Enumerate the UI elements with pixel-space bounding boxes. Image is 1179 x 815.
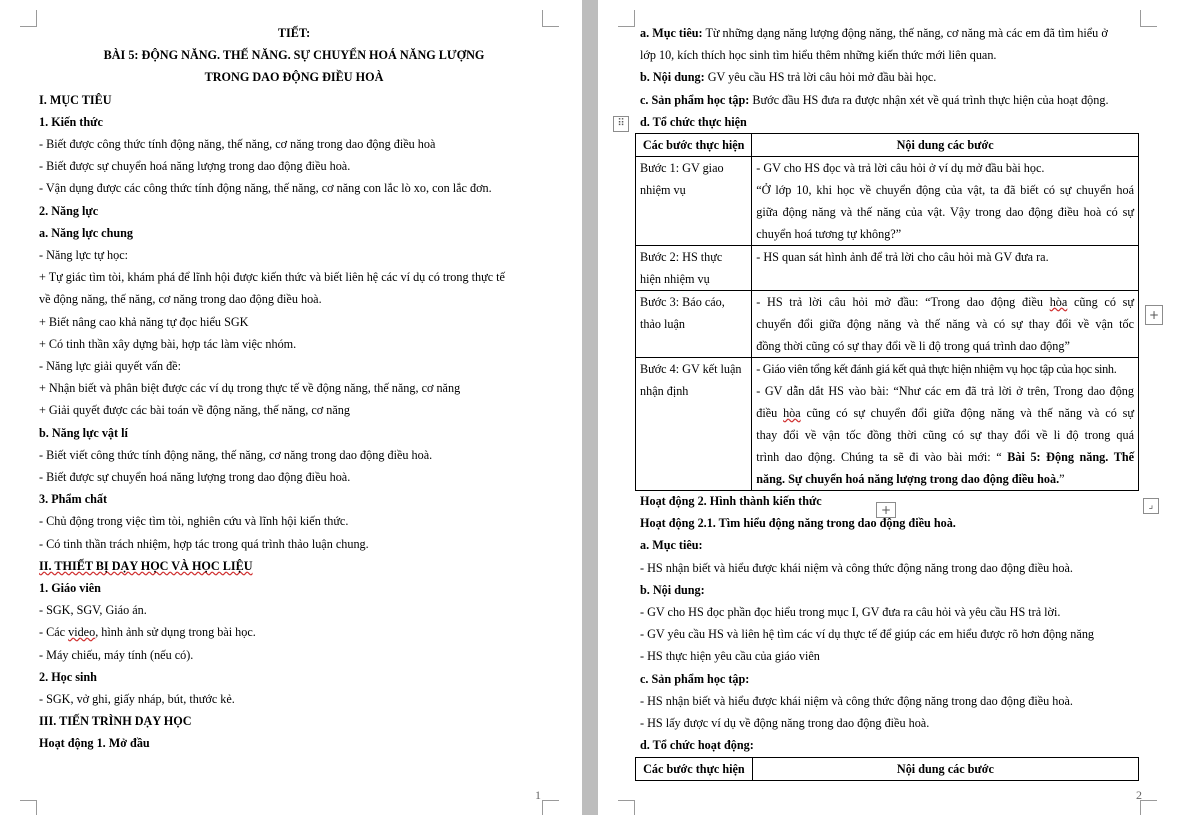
crop-mark-bottom-right (542, 800, 559, 815)
section-heading: III. TIẾN TRÌNH DẠY HỌC (39, 714, 192, 728)
subsection-heading: d. Tổ chức hoạt động: (640, 738, 754, 752)
text-line: - HS thực hiện yêu cầu của giáo viên (640, 649, 820, 663)
crop-mark-bottom-left (618, 800, 635, 815)
subsection-heading: c. Sản phẩm học tập: (640, 672, 750, 686)
subsection-heading: d. Tổ chức thực hiện (640, 115, 747, 129)
step-cell[interactable]: Bước 3: Báo cáo, thảo luận (636, 291, 752, 358)
content-line: b. Nội dung: GV yêu cầu HS trả lời câu hỏi mở đầu bài học. (640, 70, 937, 84)
text-line: + Nhận biết và phân biệt được các ví dụ trong thực tế về động năng, thế năng, cơ năng (39, 381, 461, 395)
section-heading (39, 555, 253, 577)
table-move-handle[interactable]: ⠿ (613, 116, 629, 132)
activity-heading: Hoạt động 2. Hình thành kiến thức (640, 494, 822, 508)
content-cell[interactable]: - HS trả lời câu hỏi mở đầu: “Trong dao động điều hòa cũng có sự chuyển đổi giữa động năng và thế năng và có sự thay đổi về vận tốc đồng thời cũng có sự thay đổi về li độ trong quá trình dao động” (752, 291, 1139, 358)
subsection-heading: b. Năng lực vật lí (39, 426, 128, 440)
subsection-heading: Hoạt động 1. Mở đầu (39, 736, 150, 750)
lesson-title: BÀI 5: ĐỘNG NĂNG. THẾ NĂNG. SỰ CHUYỂN HOÁ NĂNG LƯỢNG (103, 48, 485, 62)
subsection-heading: b. Nội dung: (640, 583, 705, 597)
crop-mark-top-right (1140, 10, 1157, 27)
text-line: - SGK, SGV, Giáo án. (39, 603, 147, 617)
text-line: - Biết được công thức tính động năng, thế năng, cơ năng trong dao động điều hoà (39, 137, 436, 151)
section-heading: I. MỤC TIÊU (39, 93, 112, 107)
step-cell[interactable]: Bước 4: GV kết luận nhận định (636, 358, 752, 491)
header-content: Nội dung các bước (752, 758, 1138, 781)
text-line: + Có tinh thần xây dựng bài, hợp tác làm việc nhóm. (39, 337, 297, 351)
crop-mark-top-left (618, 10, 635, 27)
crop-mark-bottom-right (1140, 800, 1157, 815)
lesson-subtitle: TRONG DAO ĐỘNG ĐIỀU HOÀ (204, 70, 384, 84)
text-line: về động năng, thế năng, cơ năng trong dao động điều hoà. (39, 292, 322, 306)
text-line: + Tự giác tìm tòi, khám phá để lĩnh hội được kiến thức và biết liên hệ các ví dụ có trong thực tế (39, 270, 505, 284)
table-header-row (636, 758, 1139, 781)
document-page-2[interactable] (598, 0, 1179, 815)
text-line: + Biết nâng cao khả năng tự đọc hiểu SGK (39, 315, 249, 329)
subsection-heading: 3. Phẩm chất (39, 492, 108, 506)
product-line: c. Sản phẩm học tập: Bước đầu HS đưa ra được nhận xét về quá trình thực hiện của hoạt động. (640, 93, 1109, 107)
text-line: - Biết viết công thức tính động năng, thế năng, cơ năng trong dao động điều hoà. (39, 448, 433, 462)
subsection-heading: 2. Học sinh (39, 670, 97, 684)
text-line: - Năng lực tự học: (39, 248, 129, 262)
subsection-heading: a. Mục tiêu: (640, 538, 703, 552)
add-row-button[interactable]: + (876, 502, 896, 518)
crop-mark-top-left (20, 10, 37, 27)
text-line: - SGK, vở ghi, giấy nháp, bút, thước kẻ. (39, 692, 235, 706)
page-number: 2 (1136, 788, 1142, 802)
step-cell[interactable]: Bước 2: HS thực hiện nhiệm vụ (636, 246, 752, 291)
activity-1-table[interactable] (635, 133, 1139, 491)
activity-2-table[interactable] (635, 757, 1139, 781)
lesson-period: TIẾT: (277, 26, 311, 40)
subsection-heading: a. Năng lực chung (39, 226, 133, 240)
content-cell[interactable]: - HS quan sát hình ảnh để trả lời cho câu hỏi mà GV đưa ra. (752, 246, 1139, 291)
add-column-button[interactable]: + (1145, 305, 1163, 325)
text-line: - GV cho HS đọc phần đọc hiểu trong mục I, GV đưa ra câu hỏi và yêu cầu HS trả lời. (640, 605, 1061, 619)
table-row[interactable] (636, 157, 1139, 246)
crop-mark-bottom-left (20, 800, 37, 815)
content-cell[interactable]: - GV cho HS đọc và trả lời câu hỏi ở ví dụ mở đầu bài học. “Ở lớp 10, khi học về chuyển động của vật, ta đã biết có sự chuyển hoá giữa động năng và thế năng của vật. Vậy trong dao động điều hoà có sự chuyển hoá tương tự không?” (752, 157, 1139, 246)
text-line: - Máy chiếu, máy tính (nếu có). (39, 648, 194, 662)
text-line: - HS nhận biết và hiểu được khái niệm và công thức động năng trong dao động điều hoà. (640, 694, 1073, 708)
table-row[interactable] (636, 291, 1139, 358)
step-cell[interactable]: Bước 1: GV giao nhiệm vụ (636, 157, 752, 246)
header-content: Nội dung các bước (752, 134, 1139, 157)
table-row[interactable] (636, 358, 1139, 491)
text-line: - Biết được sự chuyển hoá năng lượng trong dao động điều hoà. (39, 470, 351, 484)
spellcheck-word[interactable]: hòa (1049, 295, 1068, 309)
text-line: - Chủ động trong việc tìm tòi, nghiên cứu và lĩnh hội kiến thức. (39, 514, 349, 528)
activity-heading: Hoạt động 2.1. Tìm hiểu động năng trong dao động điều hoà. (640, 516, 956, 530)
text-line: - HS lấy được ví dụ về động năng trong dao động điều hoà. (640, 716, 930, 730)
subsection-heading: 1. Kiến thức (39, 115, 103, 129)
subsection-heading: 2. Năng lực (39, 204, 99, 218)
text-line: - HS nhận biết và hiểu được khái niệm và công thức động năng trong dao động điều hoà. (640, 561, 1073, 575)
subsection-heading: 1. Giáo viên (39, 581, 101, 595)
text-line: - Năng lực giải quyết vấn đề: (39, 359, 181, 373)
text-line: lớp 10, kích thích học sinh tìm hiểu thêm những kiến thức mới liên quan. (640, 48, 997, 62)
page-number: 1 (535, 788, 541, 802)
document-page-1[interactable] (0, 0, 582, 815)
text-line: - Các video, hình ảnh sử dụng trong bài học. (39, 625, 256, 639)
table-header-row (636, 134, 1139, 157)
header-steps: Các bước thực hiện (636, 134, 752, 157)
text-line: - Có tinh thần trách nhiệm, hợp tác trong quá trình thảo luận chung. (39, 537, 369, 551)
text-line: + Giải quyết được các bài toán về động năng, thế năng, cơ năng (39, 403, 350, 417)
spellcheck-word[interactable]: video (68, 625, 96, 639)
table-row[interactable] (636, 246, 1139, 291)
header-steps: Các bước thực hiện (636, 758, 753, 781)
objective-line: a. Mục tiêu: Từ những dạng năng lượng động năng, thế năng, cơ năng mà các em đã tìm hiểu ở (640, 26, 1108, 40)
spellcheck-word[interactable]: hòa (783, 406, 801, 420)
spellcheck-heading[interactable]: II. THIẾT BỊ DẠY HỌC VÀ HỌC LIỆU (39, 559, 253, 573)
text-line: - Biết được sự chuyển hoá năng lượng trong dao động điều hoà. (39, 159, 351, 173)
table-resize-handle[interactable]: ⌟ (1143, 498, 1159, 514)
text-line: - Vận dụng được các công thức tính động năng, thế năng, cơ năng con lắc lò xo, con lắc đơn. (39, 181, 492, 195)
text-line: - GV yêu cầu HS và liên hệ tìm các ví dụ thực tế để giúp các em hiểu được rõ hơn động năng (640, 627, 1095, 641)
content-cell[interactable]: - Giáo viên tổng kết đánh giá kết quả thực hiện nhiệm vụ học tập của học sinh. - GV dẫn dắt HS vào bài: “Như các em đã trả lời ở trên, Trong dao động điều hòa cũng có sự chuyển đổi giữa động năng và thế năng và có sự thay đổi về vận tốc đồng thời cũng có sự thay đổi về li độ trong quá trình dao động. Chúng ta sẽ đi vào bài mới: “ Bài 5: Động năng. Thế năng. Sự chuyển hoá năng lượng trong dao động điều hoà.” (752, 358, 1139, 491)
